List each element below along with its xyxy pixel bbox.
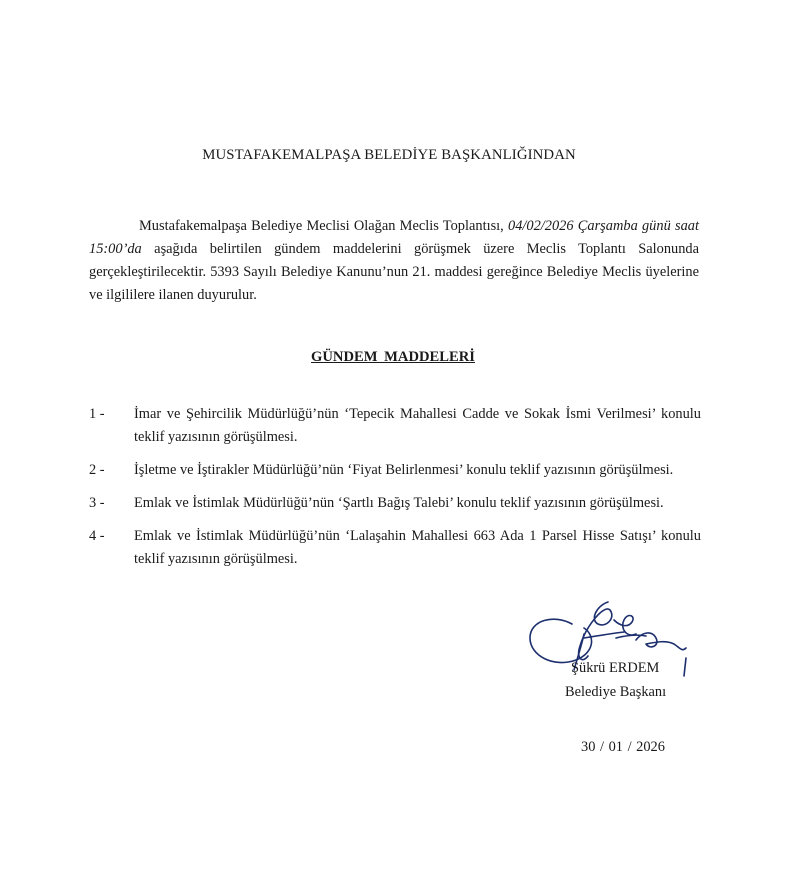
agenda-item-text: Emlak ve İstimlak Müdürlüğü’nün ‘Şartlı Bağış Talebi’ konulu teklif yazısının görüşülmesi.	[134, 495, 664, 511]
agenda-item	[89, 525, 701, 571]
meeting-date-time: 04/02/2026 Çarşamba günü saat 15:00’da	[89, 218, 699, 257]
agenda-item-text: İmar ve Şehircilik Müdürlüğü’nün ‘Tepecik Mahallesi Cadde ve Sokak İsmi Verilmesi’ konulu teklif yazısının görüşülmesi.	[134, 406, 701, 445]
agenda-item-number: 1 -	[89, 406, 105, 422]
agenda-item	[89, 492, 701, 515]
intro-paragraph	[89, 215, 699, 307]
agenda-item	[89, 459, 701, 482]
document-date: 30 / 01 / 2026	[581, 739, 665, 755]
agenda-item-text: İşletme ve İştirakler Müdürlüğü’nün ‘Fiyat Belirlenmesi’ konulu teklif yazısının görüşülmesi.	[134, 462, 674, 478]
agenda-heading: GÜNDEM MADDELERİ	[311, 349, 475, 365]
agenda-item	[89, 403, 701, 449]
signer-name: Şükrü ERDEM	[571, 660, 660, 676]
page-title: MUSTAFAKEMALPAŞA BELEDİYE BAŞKANLIĞINDAN	[202, 147, 576, 163]
agenda-item-text: Emlak ve İstimlak Müdürlüğü’nün ‘Lalaşahin Mahallesi 663 Ada 1 Parsel Hisse Satışı’ konulu teklif yazısının görüşülmesi.	[134, 528, 701, 567]
agenda-item-number: 3 -	[89, 495, 105, 511]
signer-title: Belediye Başkanı	[565, 684, 667, 700]
agenda-item-number: 2 -	[89, 462, 105, 478]
intro-text-start: Mustafakemalpaşa Belediye Meclisi Olağan Meclis Toplantısı,	[139, 218, 508, 234]
intro-text-end: aşağıda belirtilen gündem maddelerini görüşmek üzere Meclis Toplantı Salonunda gerçekleştirilecektir. 5393 Sayılı Belediye Kanunu’nun 21. maddesi gereğince Belediye Meclis üyelerine ve ilgililere ilanen duyurulur.	[89, 241, 699, 303]
agenda-list	[89, 403, 701, 581]
agenda-item-number: 4 -	[89, 528, 105, 544]
